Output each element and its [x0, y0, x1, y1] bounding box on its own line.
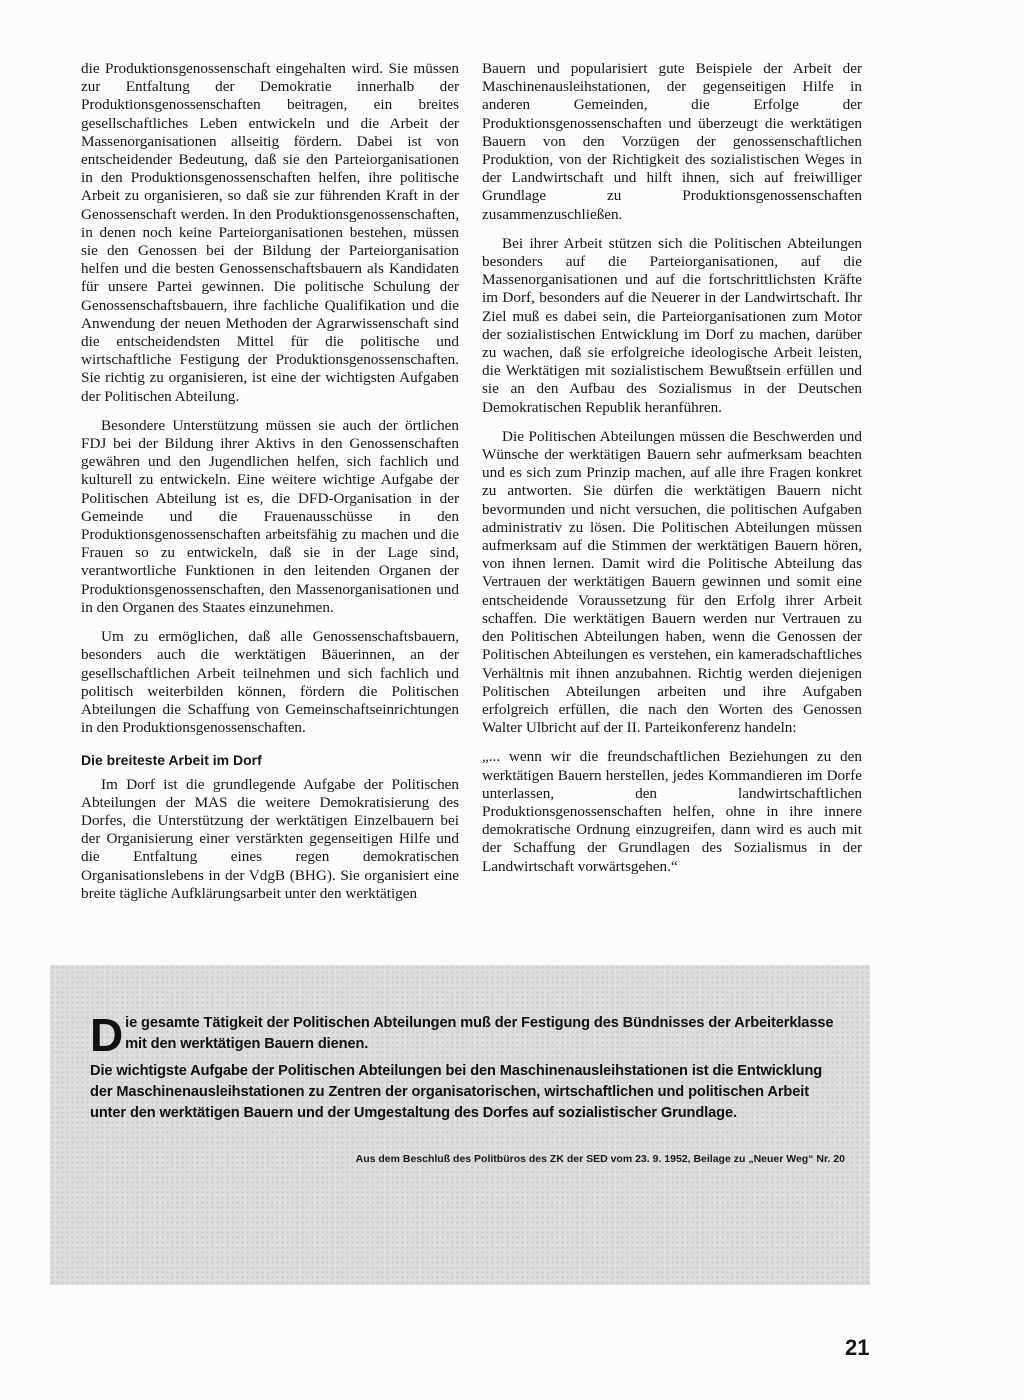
paragraph: Besondere Unterstützung müssen sie auch der örtlichen FDJ bei der Bildung ihrer Aktivs in den Genossenschaften gewähren und den Jugendlichen helfen, sich fachlich und kulturell zu entwickeln. Eine weitere wichtige Aufgabe der Politischen Abteilung ist es, die DFD-Organisation in der Gemeinde und die Frauenausschüsse in den Produktionsgenossenschaften arbeitsfähig zu machen und die Frauen so zu entwickeln, daß sie in der Lage sind, verantwortliche Funktionen in den leitenden Organen der Produktionsgenossenschaften, den Massenorganisationen und in den Organen des Staates einzunehmen.: [81, 416, 459, 616]
highlight-paragraph: Die wichtigste Aufgabe der Politischen Abteilungen bei den Maschinenausleihstationen ist die Entwicklung der Maschinenausleihstationen zu Zentren der organisatorischen, wirtschaftlichen und politischen Arbeit unter den werktätigen Bauern und der Umgestaltung des Dorfes auf sozialistischer Grundlage.: [90, 1063, 823, 1121]
left-column: [81, 60, 459, 914]
paragraph: Bei ihrer Arbeit stützen sich die Politischen Abteilungen besonders auf die Parteiorganisationen, auf die Massenorganisationen und auf die fortschrittlichsten Kräfte im Dorf, besonders auf die Neuerer in der Landwirtschaft. Ihr Ziel muß es dabei sein, die Parteiorganisationen zum Motor der sozialistischen Entwicklung im Dorf zu machen, darüber zu wachen, daß sie erfolgreiche ideologische Arbeit leisten, die Werktätigen mit sozialistischem Bewußtsein erfüllen und sie an den Aufbau des Sozialismus in der Deutschen Demokratischen Republik heranführen.: [482, 234, 862, 416]
paragraph: Im Dorf ist die grundlegende Aufgabe der Politischen Abteilungen der MAS die weitere Demokratisierung des Dorfes, die Unterstützung der werktätigen Einzelbauern bei der Organisierung einer verstärkten gegenseitigen Hilfe und die Entfaltung eines regen demokratischen Organisationslebens in der VdgB (BHG). Sie organisiert eine breite tägliche Aufklärungsarbeit unter den werktätigen: [81, 775, 459, 902]
right-column: [482, 60, 862, 887]
highlight-paragraph: [90, 1009, 845, 1061]
highlight-text: [90, 1009, 845, 1130]
highlight-box: [50, 965, 870, 1285]
drop-cap: D: [90, 1009, 124, 1061]
section-heading: Die breiteste Arbeit im Dorf: [81, 752, 262, 769]
quotation: „... wenn wir die freundschaftlichen Beziehungen zu den werktätigen Bauern herstellen, jedes Kommandieren im Dorfe unterlassen, den landwirtschaftlichen Produktionsgenossenschaften helfen, ohne in ihre innere demokratische Ordnung einzugreifen, dann wird es auch mit der Schaffung der Grundlagen des Sozialismus in der Landwirtschaft vorwärtsgehen.“: [482, 748, 862, 875]
paragraph: Bauern und popularisiert gute Beispiele der Arbeit der Maschinenausleihstationen, der gegenseitigen Hilfe in anderen Gemeinden, die Erfolge der Produktionsgenossenschaften und überzeugt die werktätigen Bauern von den Vorzügen der genossenschaftlichen Produktion, von der Richtigkeit des sozialistischen Weges in der Landwirtschaft und hilft ihnen, sich auf freiwilliger Grundlage zu Produktionsgenossenschaften zusammenzuschließen.: [482, 60, 862, 223]
paragraph: Die Politischen Abteilungen müssen die Beschwerden und Wünsche der werktätigen Bauern sehr aufmerksam beachten und es sich zum Prinzip machen, auf alle ihre Fragen konkret zu antworten. Sie dürfen die werktätigen Bauern nicht bevormunden und nicht versuchen, die politischen Aufgaben administrativ zu lösen. Die Politischen Abteilungen müssen aufmerksam auf die Stimmen der werktätigen Bauern hören, von ihnen lernen. Damit wird die Politische Abteilung das Vertrauen der werktätigen Bauern gewinnen und somit eine entscheidende Voraussetzung für den Erfolg ihrer Arbeit schaffen. Die werktätigen Bauern werden nur Vertrauen zu den Politischen Abteilungen haben, wenn die Genossen der Politischen Abteilungen es verstehen, ein kameradschaftliches Verhältnis mit ihnen anzubahnen. Richtig werden diejenigen Politischen Abteilungen arbeiten und ihre Aufgaben erfolgreich erfüllen, die nach den Worten des Genossen Walter Ulbricht auf der II. Parteikonferenz handeln:: [482, 427, 862, 737]
page-number: 21: [845, 1335, 870, 1360]
source-citation: Aus dem Beschluß des Politbüros des ZK der SED vom 23. 9. 1952, Beilage zu „Neuer Weg“ Nr. 20: [355, 1153, 845, 1165]
paragraph: die Produktionsgenossenschaft eingehalten wird. Sie müssen zur Entfaltung der Demokratie innerhalb der Produktionsgenossenschaften beitragen, ein breites gesellschaftliches Leben entwickeln und die Arbeit der Massenorganisationen allseitig fördern. Dabei ist von entscheidender Bedeutung, daß sie den Parteiorganisationen in den Produktionsgenossenschaften helfen, ihre politische Arbeit zu organisieren, so daß sie zur führenden Kraft in der Genossenschaft werden. In den Produktionsgenossenschaften, in denen noch keine Parteiorganisationen bestehen, müssen sie den Genossen bei der Bildung der Parteiorganisation helfen und die besten Genossenschaftsbauern als Kandidaten für unsere Partei gewinnen. Die politische Schulung der Genossenschaftsbauern, ihre fachliche Qualifikation und die Anwendung der neuen Methoden der Agrarwissenschaft sind die entscheidendsten Mittel für die politische und wirtschaftliche Festigung der Produktionsgenossenschaften. Sie richtig zu organisieren, ist eine der wichtigsten Aufgaben der Politischen Abteilung.: [81, 60, 459, 405]
highlight-text-1: ie gesamte Tätigkeit der Politischen Abteilungen muß der Festigung des Bündnisses der Arbeiterklasse mit den werktätigen Bauern dienen.: [125, 1015, 834, 1052]
paragraph: Um zu ermöglichen, daß alle Genossenschaftsbauern, besonders auch die werktätigen Bäuerinnen, an der gesellschaftlichen Arbeit teilnehmen und sich fachlich und politisch weiterbilden können, fördern die Politischen Abteilungen die Schaffung von Gemeinschaftseinrichtungen in den Produktionsgenossenschaften.: [81, 628, 459, 737]
